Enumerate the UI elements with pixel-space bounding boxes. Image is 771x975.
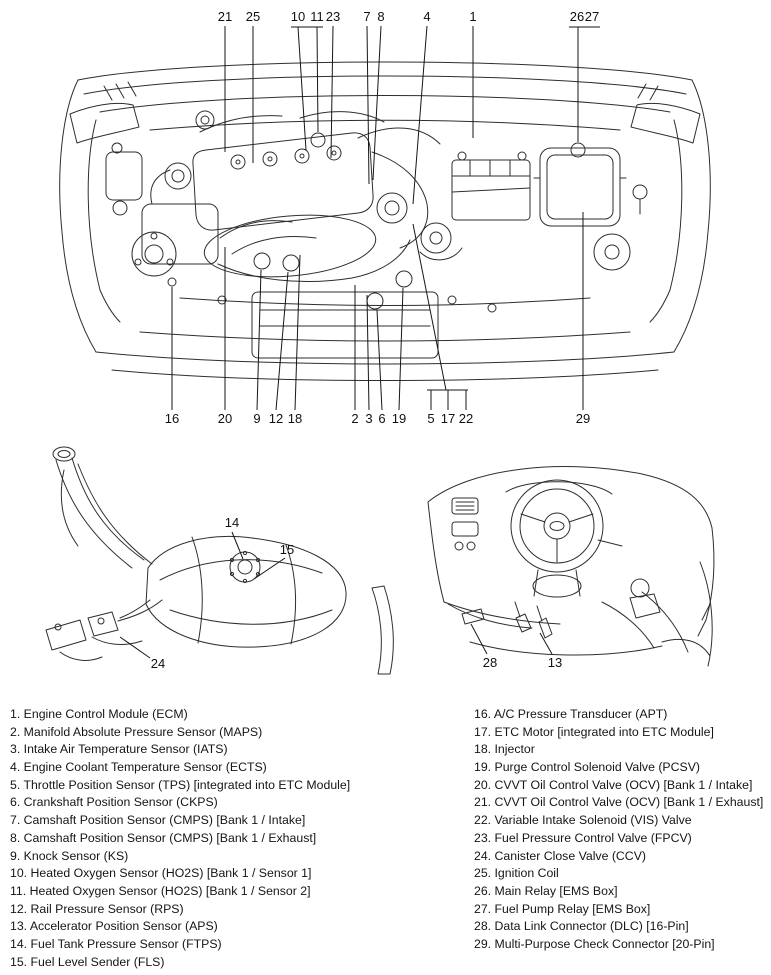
legend-item-25: 25. Ignition Coil: [474, 866, 559, 881]
legend-item-14: 14. Fuel Tank Pressure Sensor (FTPS): [10, 936, 222, 951]
legend-item-8: 8. Camshaft Position Sensor (CMPS) [Bank 1 / Exhaust]: [10, 830, 317, 845]
legend-item-22: 22. Variable Intake Solenoid (VIS) Valve: [474, 813, 692, 828]
callout-25: 25: [245, 9, 261, 24]
callout-13: 13: [547, 655, 563, 670]
legend-item-21: 21. CVVT Oil Control Valve (OCV) [Bank 1 / Exhaust]: [474, 795, 764, 810]
legend-item-5: 5. Throttle Position Sensor (TPS) [integrated into ETC Module]: [10, 777, 351, 792]
fuel-tank-and-interior-diagram: [0, 440, 771, 710]
callout-12: 12: [268, 411, 284, 426]
legend-column-left: [10, 706, 350, 971]
legend-item-12: 12. Rail Pressure Sensor (RPS): [10, 901, 184, 916]
fuel-tank-assembly: [46, 447, 393, 674]
callout-28: 28: [482, 655, 498, 670]
legend-item-10: 10. Heated Oxygen Sensor (HO2S) [Bank 1 / Sensor 1]: [10, 866, 312, 881]
callout-14: 14: [224, 515, 240, 530]
callout-22: 22: [458, 411, 474, 426]
legend-item-19: 19. Purge Control Solenoid Valve (PCSV): [474, 760, 701, 775]
callout-20: 20: [217, 411, 233, 426]
callout-15: 15: [279, 542, 295, 557]
legend-item-13: 13. Accelerator Position Sensor (APS): [10, 919, 218, 934]
callout-7: 7: [363, 9, 371, 24]
callout-10: 10: [290, 9, 306, 24]
legend-item-20: 20. CVVT Oil Control Valve (OCV) [Bank 1 / Intake]: [474, 777, 753, 792]
legend-item-28: 28. Data Link Connector (DLC) [16-Pin]: [474, 919, 689, 934]
engine-bay-diagram: [0, 0, 771, 440]
legend-item-16: 16. A/C Pressure Transducer (APT): [474, 707, 668, 721]
engine-components: [106, 111, 647, 358]
lower-leader-lines: [120, 532, 552, 658]
legend-item-1: 1. Engine Control Module (ECM): [10, 707, 188, 721]
legend-column-right: [474, 706, 763, 954]
callout-3: 3: [365, 411, 373, 426]
callout-11: 11: [310, 9, 324, 24]
callout-2: 2: [351, 411, 359, 426]
legend-item-2: 2. Manifold Absolute Pressure Sensor (MAPS): [10, 724, 263, 739]
callout-26: 26: [569, 9, 585, 24]
callout-29: 29: [575, 411, 591, 426]
callout-24: 24: [150, 656, 166, 671]
legend-item-17: 17. ETC Motor [integrated into ETC Module]: [474, 724, 714, 739]
callout-6: 6: [378, 411, 386, 426]
callout-4: 4: [423, 9, 431, 24]
callout-18: 18: [287, 411, 303, 426]
legend-item-6: 6. Crankshaft Position Sensor (CKPS): [10, 795, 218, 810]
callout-19: 19: [391, 411, 407, 426]
callout-8: 8: [377, 9, 385, 24]
callout-16: 16: [164, 411, 180, 426]
callout-27: 27: [584, 9, 600, 24]
callout-9: 9: [253, 411, 261, 426]
callout-21: 21: [217, 9, 233, 24]
callout-1: 1: [469, 9, 477, 24]
legend-item-3: 3. Intake Air Temperature Sensor (IATS): [10, 742, 228, 757]
legend-item-9: 9. Knock Sensor (KS): [10, 848, 129, 863]
callout-5: 5: [427, 411, 435, 426]
engine-leader-lines: [172, 26, 600, 410]
legend-item-18: 18. Injector: [474, 742, 535, 757]
legend-item-23: 23. Fuel Pressure Control Valve (FPCV): [474, 830, 692, 845]
sensor-target-markers: [254, 133, 585, 309]
legend-item-27: 27. Fuel Pump Relay [EMS Box]: [474, 901, 651, 916]
legend-item-11: 11. Heated Oxygen Sensor (HO2S) [Bank 1 / Sensor 2]: [10, 883, 311, 898]
legend-item-4: 4. Engine Coolant Temperature Sensor (ECTS): [10, 760, 267, 775]
interior-dashboard: [428, 467, 714, 666]
legend-item-24: 24. Canister Close Valve (CCV): [474, 848, 646, 863]
legend-item-26: 26. Main Relay [EMS Box]: [474, 883, 618, 898]
legend-item-29: 29. Multi-Purpose Check Connector [20-Pin]: [474, 936, 715, 951]
legend-item-7: 7. Camshaft Position Sensor (CMPS) [Bank 1 / Intake]: [10, 813, 306, 828]
legend-item-15: 15. Fuel Level Sender (FLS): [10, 954, 165, 969]
callout-17: 17: [440, 411, 456, 426]
callout-23: 23: [325, 9, 341, 24]
